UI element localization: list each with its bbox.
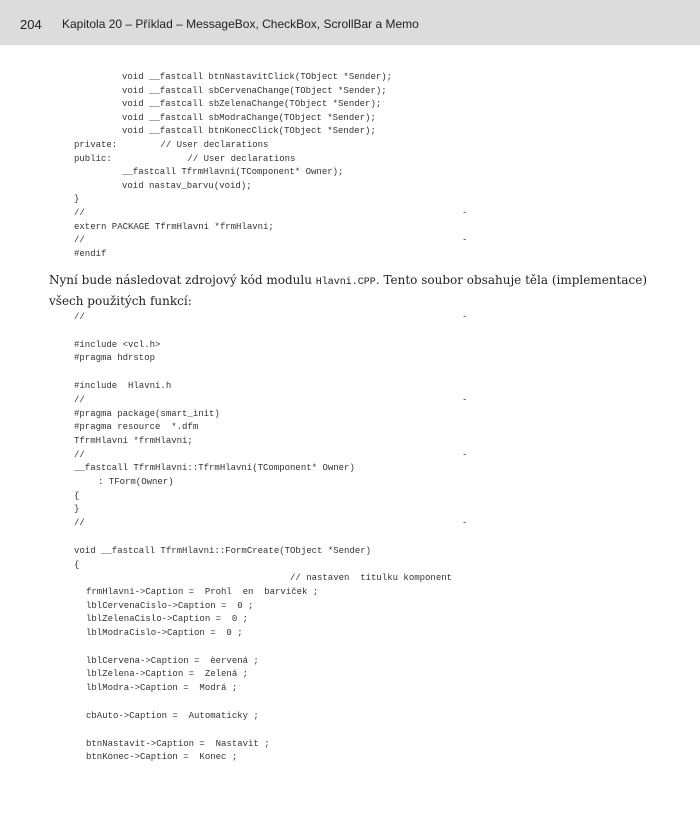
code-line: lblCervena->Caption = èervená ; <box>86 655 259 666</box>
code-line: private: // User declarations <box>74 140 269 150</box>
separator-dash: - <box>462 394 468 405</box>
page-number: 204 <box>20 17 42 32</box>
code-line: btnNastavit->Caption = Nastavit ; <box>86 738 270 749</box>
running-title: Kapitola 20 – Příklad – MessageBox, CheckBox, ScrollBar a Memo <box>62 17 419 31</box>
code-line: // <box>74 518 85 529</box>
code-line: // <box>74 208 85 218</box>
separator-dash: - <box>462 208 468 218</box>
code-line: __fastcall TfrmHlavni(TComponent* Owner); <box>122 167 344 178</box>
code-line: { <box>74 490 80 501</box>
separator-dash: - <box>462 312 468 322</box>
code-line: void __fastcall sbZelenaChange(TObject *Sender); <box>122 99 382 110</box>
code-line: void __fastcall sbCervenaChange(TObject *Sender); <box>122 85 387 96</box>
separator-dash: - <box>462 449 468 460</box>
separator-dash: - <box>462 518 468 529</box>
code-line: #pragma hdrstop <box>74 353 156 364</box>
code-line: lblZelenaCislo->Caption = 0 ; <box>86 614 249 625</box>
running-header <box>0 0 700 45</box>
code-line: frmHlavni->Caption = Prohl en barviček ; <box>86 586 319 597</box>
separator-dash: - <box>462 235 468 246</box>
paragraph-text-start: Nyní bude následovat zdrojový kód modulu <box>49 273 316 287</box>
code-line: #include <vcl.h> <box>74 339 161 350</box>
code-line: #pragma resource *.dfm <box>74 422 199 433</box>
paragraph-text-end: . Tento soubor obsahuje těla (implementace) všech použitých funkcí: <box>49 273 648 308</box>
code-line: } <box>74 194 80 205</box>
code-line: lblCervenaCislo->Caption = 0 ; <box>86 600 254 611</box>
code-line: lblZelena->Caption = Zelená ; <box>86 669 249 680</box>
code-line: // <box>74 394 85 405</box>
code-line: lblModraCislo->Caption = 0 ; <box>86 628 243 638</box>
code-line: #pragma package(smart_init) <box>74 408 220 419</box>
body-paragraph <box>49 271 649 310</box>
code-line: } <box>74 504 80 515</box>
code-line: // nastaven titulku komponent <box>290 573 453 584</box>
code-line: void nastav_barvu(void); <box>122 180 252 191</box>
code-line: public: // User declarations <box>74 153 296 164</box>
code-line: // <box>74 449 85 460</box>
module-filename: Hlavni.CPP <box>315 277 376 288</box>
code-line: __fastcall TfrmHlavni::TfrmHlavni(TComponent* Owner) <box>74 463 355 474</box>
code-line: void __fastcall btnKonecClick(TObject *Sender); <box>122 126 376 137</box>
code-line: #include Hlavni.h <box>74 381 172 392</box>
code-line: extern PACKAGE TfrmHlavni *frmHlavni; <box>74 221 274 232</box>
code-line: // <box>74 312 85 322</box>
code-line: cbAuto->Caption = Automaticky ; <box>86 710 259 721</box>
code-line: btnKonec->Caption = Konec ; <box>86 752 238 763</box>
code-line: : TForm(Owner) <box>98 477 174 487</box>
code-line: void __fastcall btnNastavitClick(TObject *Sender); <box>122 72 393 82</box>
code-line: { <box>74 559 80 570</box>
code-line: void __fastcall TfrmHlavni::FormCreate(TObject *Sender) <box>74 545 372 556</box>
code-line: // <box>74 235 85 246</box>
code-line: lblModra->Caption = Modrá ; <box>86 683 238 694</box>
code-line: TfrmHlavni *frmHlavni; <box>74 435 193 446</box>
code-line: #endif <box>74 248 107 259</box>
code-line: void __fastcall sbModraChange(TObject *Sender); <box>122 112 376 123</box>
